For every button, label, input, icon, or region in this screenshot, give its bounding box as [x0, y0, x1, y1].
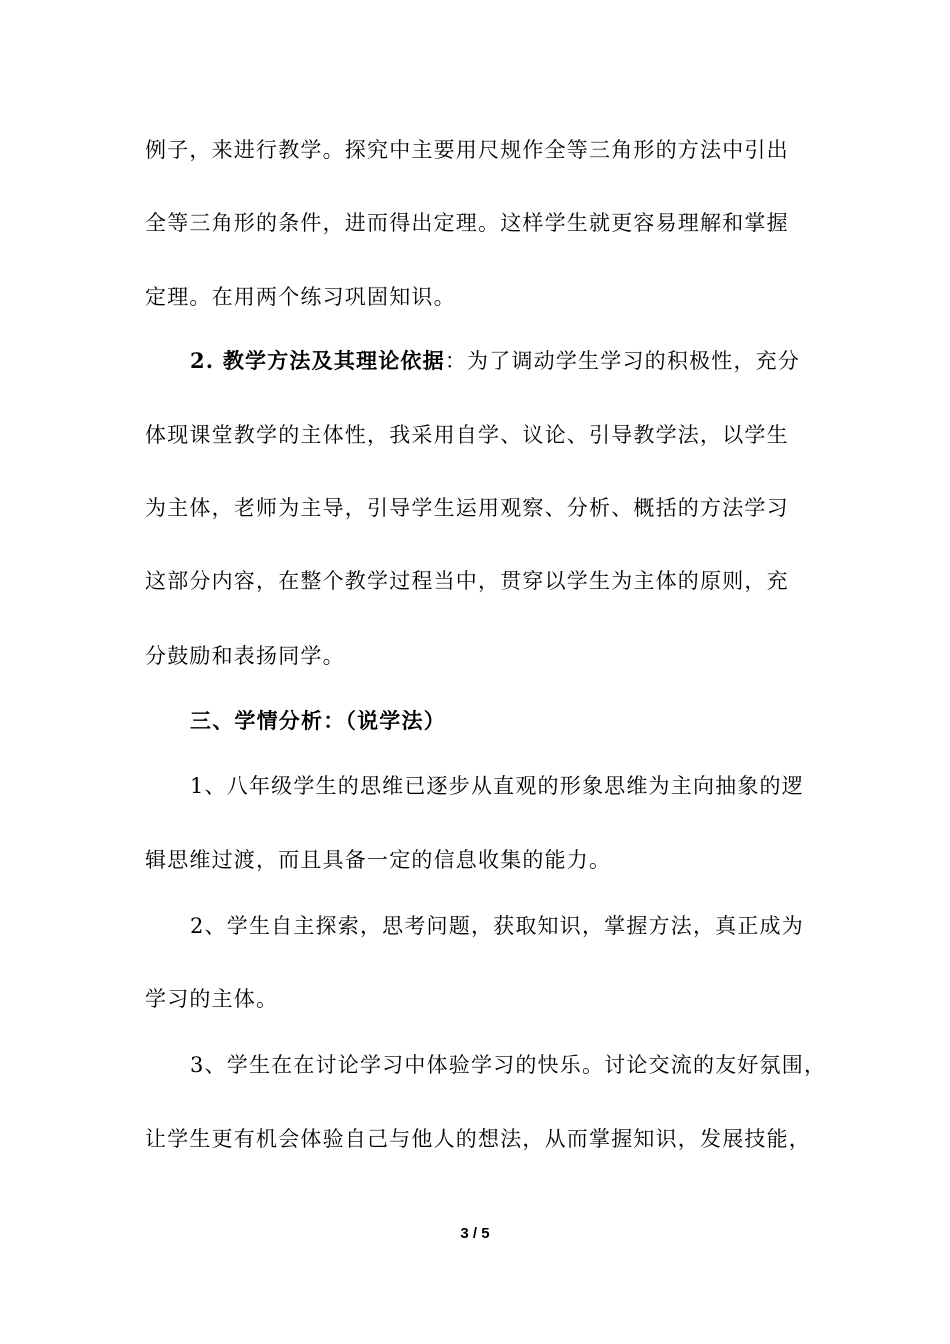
section-subheading: 2. 教学方法及其理论依据 [190, 348, 445, 373]
section-heading: 三、学情分析：（说学法） [190, 708, 446, 733]
list-item-line: 3、学生在在讨论学习中体验学习的快乐。讨论交流的友好氛围， [190, 1053, 827, 1077]
paragraph-line: 分鼓励和表扬同学。 [145, 644, 345, 668]
list-item-line: 辑思维过渡，而且具备一定的信息收集的能力。 [145, 848, 612, 872]
list-item-line: 1、八年级学生的思维已逐步从直观的形象思维为主向抽象的逻 [190, 774, 804, 798]
paragraph-line: 为主体，老师为主导，引导学生运用观察、分析、概括的方法学习 [145, 496, 789, 520]
paragraph-line: 定理。在用两个练习巩固知识。 [145, 285, 456, 309]
paragraph-text: ：为了调动学生学习的积极性，充分 [444, 349, 801, 373]
paragraph-line: 例子，来进行教学。探究中主要用尺规作全等三角形的方法中引出 [145, 138, 789, 162]
paragraph-line [190, 346, 800, 376]
list-item-line: 学习的主体。 [145, 987, 279, 1011]
page-number: 3 / 5 [460, 1225, 490, 1242]
list-item-line: 2、学生自主探索，思考问题，获取知识，掌握方法，真正成为 [190, 914, 804, 938]
paragraph-line: 全等三角形的条件，进而得出定理。这样学生就更容易理解和掌握 [145, 211, 789, 235]
paragraph-line: 体现课堂教学的主体性，我采用自学、议论、引导教学法，以学生 [145, 423, 789, 447]
paragraph-line: 这部分内容，在整个教学过程当中，贯穿以学生为主体的原则，充 [145, 569, 789, 593]
list-item-line: 让学生更有机会体验自己与他人的想法，从而掌握知识，发展技能， [145, 1127, 811, 1151]
